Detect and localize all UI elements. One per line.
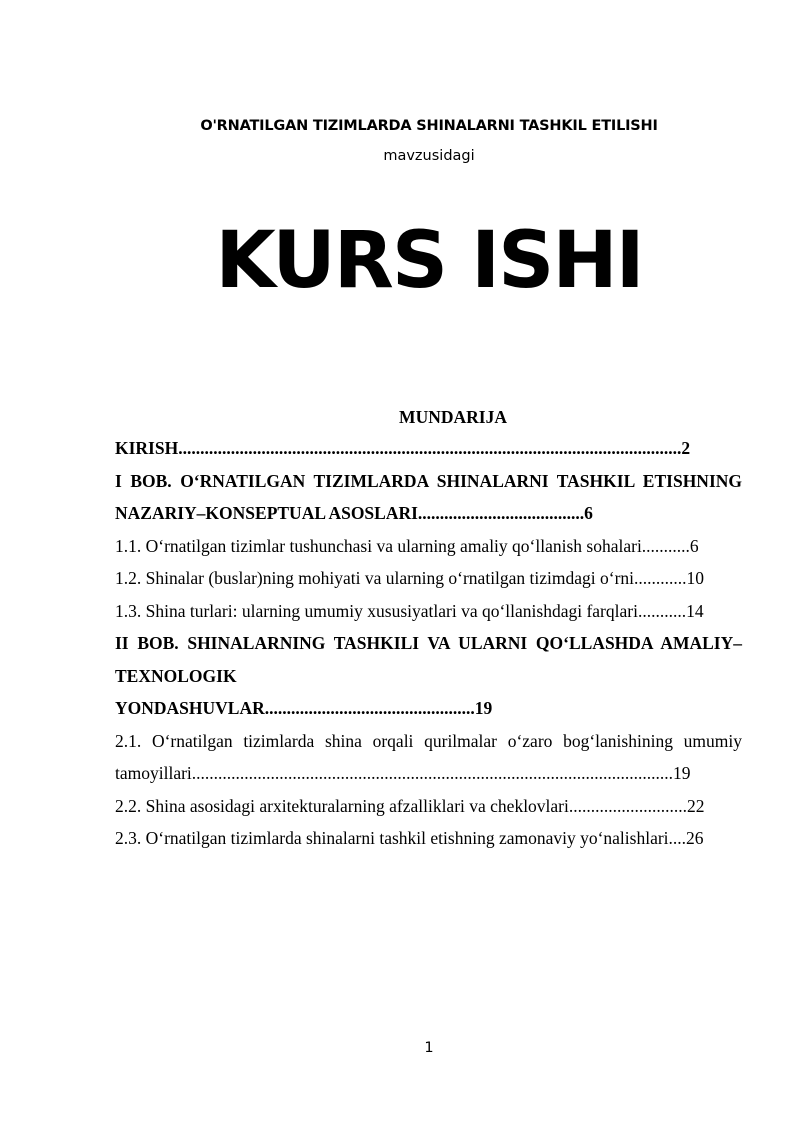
toc-entry-1-3: 1.3. Shina turlari: ularning umumiy xususiyatlari va qo‘llanishdagi farqlari...........14	[115, 600, 704, 621]
toc-entry-chapter-1: I BOB. O‘RNATILGAN TIZIMLARDA SHINALARNI TASHKIL ETISHNING NAZARIY–KONSEPTUAL ASOSLARI......................................6	[115, 470, 742, 523]
toc-entry-2-2: 2.2. Shina asosidagi arxitekturalarning afzalliklari va cheklovlari...........................22	[115, 795, 705, 816]
toc-heading: MUNDARIJA	[399, 407, 507, 427]
page-number: 1	[424, 1040, 434, 1056]
toc-entry-1-1: 1.1. O‘rnatilgan tizimlar tushunchasi va ularning amaliy qo‘llanish sohalari...........6	[115, 535, 699, 556]
toc-entry-2-1: 2.1. O‘rnatilgan tizimlarda shina orqali qurilmalar o‘zaro bog‘lanishining umumiy tamoyillari..............................................................................................................19	[115, 730, 742, 783]
main-title: KURS ISHI	[215, 216, 643, 306]
toc-entry-chapter-2-cont: YONDASHUVLAR................................................19	[115, 698, 493, 718]
topic-title: O'RNATILGAN TIZIMLARDA SHINALARNI TASHKIL ETILISHI	[200, 118, 658, 134]
toc-entry-2-3: 2.3. O‘rnatilgan tizimlarda shinalarni tashkil etishning zamonaviy yo‘nalishlari....26	[115, 828, 704, 848]
topic-subtitle: mavzusidagi	[383, 148, 475, 164]
toc-entry-1-2: 1.2. Shinalar (buslar)ning mohiyati va ularning o‘rnatilgan tizimdagi o‘rni............10	[115, 568, 705, 588]
toc-entry-chapter-2: II BOB. SHINALARNING TASHKILI VA ULARNI QO‘LLASHDA AMALIY–TEXNOLOGIK	[115, 633, 742, 686]
toc-entry-kirish: KIRISH...................................................................................................................2	[115, 438, 691, 458]
table-of-contents	[115, 432, 742, 855]
